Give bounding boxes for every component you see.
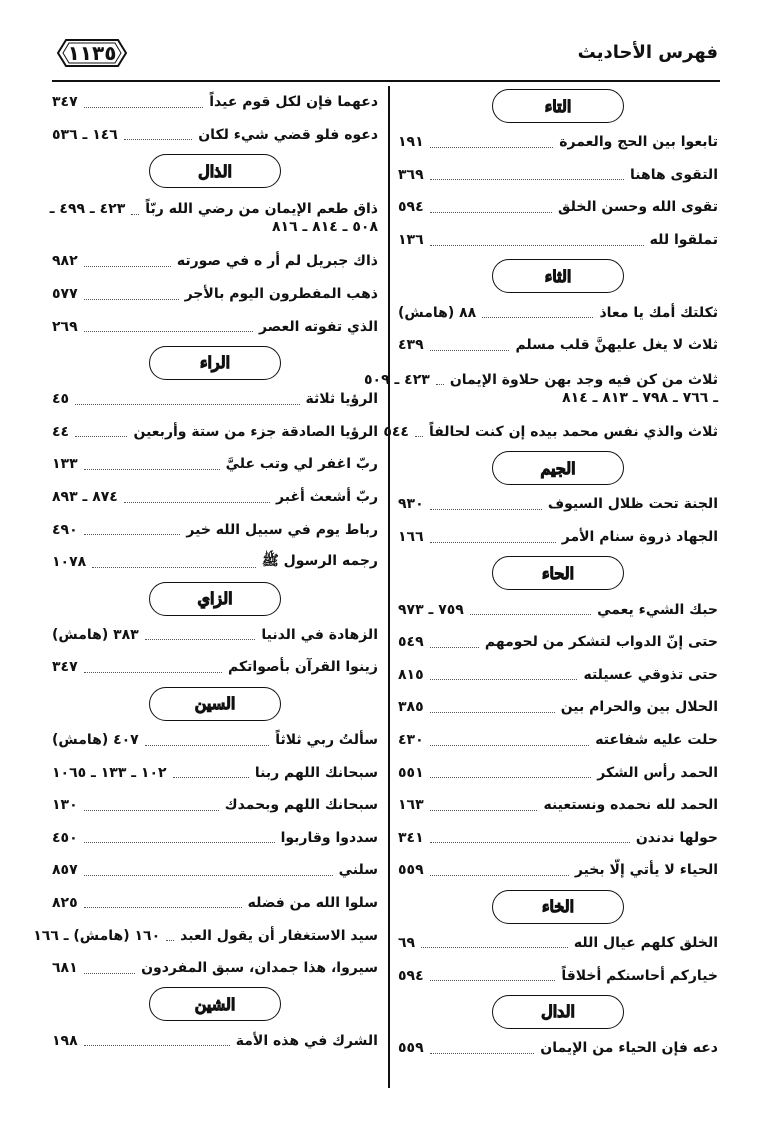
- index-entry: [52, 756, 378, 789]
- hadith-text: حبك الشيء يعمي: [597, 601, 718, 618]
- section-badge: [149, 687, 281, 721]
- page-ref: ٥٥٩: [398, 1040, 424, 1057]
- page-ref: ٣٤٧: [52, 659, 78, 676]
- leader-dots: [430, 735, 590, 746]
- section-label: الحاء: [541, 563, 575, 583]
- leader-dots: [430, 169, 624, 180]
- page-ref: ٤٣٠: [398, 732, 424, 749]
- section-label: التاء: [544, 96, 572, 116]
- leader-dots: [430, 532, 556, 543]
- leader-dots: [92, 557, 256, 568]
- hadith-text: ثلاث من كن فيه وجد بهن حلاوة الإيمان: [449, 371, 718, 388]
- hadith-text: الرؤيا ثلاثة: [305, 391, 378, 408]
- page-ref: ٨٧٤ ـ ٨٩٣: [52, 489, 118, 506]
- index-entry: [52, 119, 378, 152]
- index-entry: [52, 724, 378, 757]
- index-entry-line: [363, 371, 718, 388]
- leader-dots: [84, 524, 181, 535]
- index-entry: [398, 959, 718, 992]
- index-entry: [398, 296, 718, 329]
- hadith-text: حتى إنّ الدواب لتشكر من لحومهم: [484, 634, 718, 651]
- page-ref: ٤٥: [52, 391, 70, 408]
- leader-dots: [430, 340, 510, 351]
- leader-dots: [430, 832, 630, 843]
- page-ref: ٣٤٧: [52, 94, 78, 111]
- leader-dots: [430, 800, 538, 811]
- page-ref: ٨٢٥: [52, 894, 78, 911]
- page-ref: ١٦٦: [398, 529, 424, 546]
- section-badge: [492, 995, 624, 1029]
- index-entry: [398, 488, 718, 521]
- leader-dots: [421, 937, 568, 948]
- index-entry: [52, 887, 378, 920]
- hadith-text: الرؤيا الصادقة جزء من ستة وأربعين: [133, 423, 378, 440]
- page-ref: ٥٩٤: [398, 967, 424, 984]
- index-entry: [398, 329, 718, 362]
- page-ref: ٥٥٩: [398, 862, 424, 879]
- page-ref: ٩٨٢: [52, 253, 78, 270]
- hadith-text: الحياء لا يأتي إلّا بخير: [574, 862, 718, 879]
- section-label: الثاء: [544, 266, 572, 286]
- hadith-text: الخلق كلهم عيال الله: [573, 934, 718, 951]
- page-ref: ١٣٦: [398, 232, 424, 249]
- hadith-text: الحمد لله نحمده ونستعينه: [543, 797, 718, 814]
- section-badge: [492, 890, 624, 924]
- hadith-text: الزهادة في الدنيا: [261, 626, 378, 643]
- page-ref: ٨٥٧: [52, 862, 78, 879]
- leader-dots: [84, 321, 253, 332]
- page-ref: ٣٨٣ (هامش): [52, 626, 139, 643]
- hadith-text: ذاك جبريل لم أر ه في صورته: [176, 253, 378, 270]
- page-ref: ٥٥١: [398, 764, 424, 781]
- section-badge: [492, 556, 624, 590]
- leader-dots: [430, 1043, 535, 1054]
- leader-dots: [415, 426, 423, 437]
- index-entry: [398, 756, 718, 789]
- index-entry: [52, 546, 378, 579]
- page-ref-continued: ـ ٧٦٦ ـ ٧٩٨ ـ ٨١٣ ـ ٨١٤: [562, 389, 718, 406]
- leader-dots: [84, 963, 135, 974]
- hadith-text: التقوى هاهنا: [630, 166, 718, 183]
- leader-dots: [430, 767, 592, 778]
- left-column: [33, 86, 378, 1057]
- index-entry: [52, 481, 378, 514]
- hadith-text: سبحانك اللهم وبحمدك: [224, 797, 378, 814]
- section-label: الزاي: [197, 589, 233, 609]
- page-ref: ٣٦٩: [398, 166, 424, 183]
- hadith-text: الجهاد ذروة سنام الأمر: [561, 529, 718, 546]
- section-label: الشين: [194, 994, 236, 1014]
- leader-dots: [430, 202, 552, 213]
- leader-dots: [131, 204, 139, 215]
- section-badge: [492, 89, 624, 123]
- leader-dots: [430, 499, 542, 510]
- index-entry: [52, 245, 378, 278]
- hadith-text: ذهب المفطرون اليوم بالأجر: [184, 286, 378, 303]
- hadith-text: ربّ أشعث أغبر: [276, 489, 378, 506]
- leader-dots: [430, 235, 644, 246]
- index-entry: [398, 854, 718, 887]
- index-entry: [398, 626, 718, 659]
- hadith-text: حولها ندندن: [635, 829, 718, 846]
- section-badge: [149, 582, 281, 616]
- leader-dots: [430, 137, 554, 148]
- index-entry: [398, 224, 718, 257]
- hadith-text: زينوا القرآن بأصواتكم: [228, 659, 378, 676]
- section-badge: [492, 259, 624, 293]
- leader-dots: [84, 865, 333, 876]
- page-ref: ٥٧٧: [52, 286, 78, 303]
- index-entry: [49, 191, 378, 245]
- index-entry: [383, 416, 718, 449]
- page-ref-continued: ٥٠٨ ـ ٨١٤ ـ ٨١٦: [271, 219, 378, 236]
- leader-dots: [84, 97, 204, 108]
- hadith-text: الشرك في هذه الأمة: [235, 1032, 378, 1049]
- index-entry: [398, 1032, 718, 1065]
- leader-dots: [173, 767, 249, 778]
- page-ref: ٤٥٠: [52, 829, 78, 846]
- page-number-box: [56, 38, 128, 68]
- index-entry: [33, 919, 378, 952]
- leader-dots: [430, 970, 556, 981]
- index-entry: [52, 513, 378, 546]
- section-badge: [149, 154, 281, 188]
- page-title: فهرس الأحاديث: [577, 42, 718, 63]
- leader-dots: [84, 662, 222, 673]
- index-entry: [398, 159, 718, 192]
- section-header: [52, 343, 378, 383]
- page-ref: ٦٩: [398, 934, 416, 951]
- section-label: الذال: [198, 161, 232, 181]
- hadith-text: تقوى الله وحسن الخلق: [558, 199, 718, 216]
- index-entry: [398, 724, 718, 757]
- hadith-text: سبحانك اللهم ربنا: [254, 764, 378, 781]
- leader-dots: [470, 604, 591, 615]
- hadith-text: ربّ اغفر لي وتب عليَّ: [225, 456, 378, 473]
- index-entry: [398, 126, 718, 159]
- column-divider: [388, 86, 390, 1088]
- hadith-text: الحلال بين والحرام بين: [560, 699, 718, 716]
- hadith-text: سلوا الله من فضله: [247, 894, 378, 911]
- section-header: [398, 256, 718, 296]
- page-header: [52, 36, 720, 82]
- page-ref: ١٦٠ (هامش) ـ ١٦٦: [33, 927, 161, 944]
- index-entry: [52, 1024, 378, 1057]
- hadith-text: رباط يوم في سبيل الله خير: [186, 521, 378, 538]
- index-entry: [52, 448, 378, 481]
- page-ref: ١٩٨: [52, 1032, 78, 1049]
- leader-dots: [84, 897, 242, 908]
- page-ref: ١٠٢ ـ ١٣٣ ـ ١٠٦٥: [52, 764, 167, 781]
- hadith-text: رجمه الرسول ﷺ: [261, 553, 378, 570]
- hadith-text: خياركم أحاسنكم أخلاقاً: [561, 967, 718, 984]
- leader-dots: [84, 1035, 230, 1046]
- page-ref: ١٦٣: [398, 797, 424, 814]
- index-entry: [398, 659, 718, 692]
- leader-dots: [84, 832, 275, 843]
- section-header: [398, 448, 718, 488]
- page-number: ١١٣٥: [67, 41, 117, 65]
- index-entry: [398, 521, 718, 554]
- section-header: [52, 684, 378, 724]
- section-header: [52, 579, 378, 619]
- index-entry: [52, 416, 378, 449]
- page-ref: ٥٤٤: [383, 423, 409, 440]
- leader-dots: [430, 637, 479, 648]
- hadith-text: الذي تفوته العصر: [258, 318, 378, 335]
- hadith-text: سيد الاستغفار أن يقول العبد: [180, 927, 378, 944]
- section-badge: [492, 451, 624, 485]
- leader-dots: [124, 129, 192, 140]
- index-entry: [398, 927, 718, 960]
- index-entry: [52, 310, 378, 343]
- page-ref: ٤٤: [52, 423, 70, 440]
- section-header: [398, 992, 718, 1032]
- hadith-text: ثكلتك أمك يا معاذ: [599, 304, 718, 321]
- section-header: [398, 86, 718, 126]
- page-ref: ١٤٦ ـ ٥٣٦: [52, 126, 118, 143]
- section-label: الخاء: [541, 897, 575, 917]
- section-header: [398, 553, 718, 593]
- index-entry: [52, 86, 378, 119]
- page-ref: ١٩١: [398, 134, 424, 151]
- page-ref: ٧٥٩ ـ ٩٧٣: [398, 601, 464, 618]
- index-entry: [52, 383, 378, 416]
- right-column: [363, 86, 718, 1064]
- index-entry: [52, 789, 378, 822]
- hadith-text: دعه فإن الحياء من الإيمان: [540, 1040, 718, 1057]
- hadith-text: سلني: [338, 862, 378, 879]
- leader-dots: [75, 394, 299, 405]
- leader-dots: [430, 865, 569, 876]
- page-ref: ٤٢٣ ـ ٤٩٩ ـ: [49, 201, 126, 218]
- hadith-text: سددوا وقاربوا: [280, 829, 378, 846]
- page-ref: ٦٨١: [52, 960, 78, 977]
- page-ref: ٤٣٩: [398, 337, 424, 354]
- hadith-text: الجنة تحت ظلال السيوف: [547, 496, 718, 513]
- index-entry: [52, 854, 378, 887]
- page-ref: ٨٨ (هامش): [398, 304, 477, 321]
- section-label: الراء: [199, 353, 231, 373]
- leader-dots: [145, 735, 270, 746]
- leader-dots: [436, 374, 444, 385]
- hadith-text: دعهما فإن لكل قوم عيداً: [209, 94, 378, 111]
- page-ref: ٩٣٠: [398, 496, 424, 513]
- index-entry: [52, 651, 378, 684]
- hadith-text: ذاق طعم الإيمان من رضي الله ربّاً: [145, 201, 378, 218]
- hadith-text: حلت عليه شفاعته: [595, 732, 718, 749]
- index-entry: [52, 952, 378, 985]
- leader-dots: [84, 459, 220, 470]
- page-ref: ٢٦٩: [52, 318, 78, 335]
- page-ref: ٣٨٥: [398, 699, 424, 716]
- hadith-text: تملقوا لله: [649, 232, 718, 249]
- hadith-text: تابعوا بين الحج والعمرة: [559, 134, 718, 151]
- index-entry: [52, 619, 378, 652]
- page-ref: ٤٩٠: [52, 521, 78, 538]
- index-entry: [398, 691, 718, 724]
- page-ref: ١٠٧٨: [52, 554, 87, 571]
- page-ref: ٤٢٣ ـ ٥٠٩: [363, 371, 430, 388]
- leader-dots: [84, 800, 219, 811]
- index-entry: [52, 278, 378, 311]
- section-badge: [149, 987, 281, 1021]
- leader-dots: [166, 930, 174, 941]
- section-header: [52, 151, 378, 191]
- page-ref: ٨١٥: [398, 666, 424, 683]
- page-ref: ١٣٠: [52, 797, 78, 814]
- leader-dots: [430, 702, 555, 713]
- index-entry: [398, 789, 718, 822]
- leader-dots: [145, 629, 256, 640]
- hadith-text: دعوه فلو قضي شيء لكان: [198, 126, 378, 143]
- hadith-text: سألتُ ربي ثلاثاً: [275, 732, 378, 749]
- section-badge: [149, 346, 281, 380]
- section-label: الدال: [541, 1002, 575, 1022]
- leader-dots: [75, 426, 127, 437]
- page-ref: ٥٤٩: [398, 634, 424, 651]
- index-entry: [52, 822, 378, 855]
- index-entry: [398, 191, 718, 224]
- section-label: الجيم: [540, 458, 576, 478]
- leader-dots: [84, 256, 171, 267]
- section-header: [52, 984, 378, 1024]
- index-entry: [398, 593, 718, 626]
- hadith-text: ثلاث والذي نفس محمد بيده إن كنت لحالفاً: [428, 423, 718, 440]
- index-entry-line: [49, 201, 378, 218]
- leader-dots: [482, 307, 593, 318]
- hadith-text: حتى تذوقي عسيلته: [583, 666, 718, 683]
- leader-dots: [430, 669, 578, 680]
- section-header: [398, 887, 718, 927]
- index-entry: [363, 362, 718, 416]
- page-ref: ٥٩٤: [398, 199, 424, 216]
- section-label: السين: [194, 694, 236, 714]
- page-ref: ١٣٣: [52, 456, 78, 473]
- leader-dots: [124, 492, 270, 503]
- leader-dots: [84, 289, 179, 300]
- index-entry: [398, 822, 718, 855]
- hadith-text: سيروا، هذا جمدان، سبق المفردون: [141, 960, 378, 977]
- hadith-text: ثلاث لا يغل عليهنَّ قلب مسلم: [515, 337, 718, 354]
- hadith-text: الحمد رأس الشكر: [597, 764, 718, 781]
- page-ref: ٤٠٧ (هامش): [52, 732, 139, 749]
- page-ref: ٣٤١: [398, 829, 424, 846]
